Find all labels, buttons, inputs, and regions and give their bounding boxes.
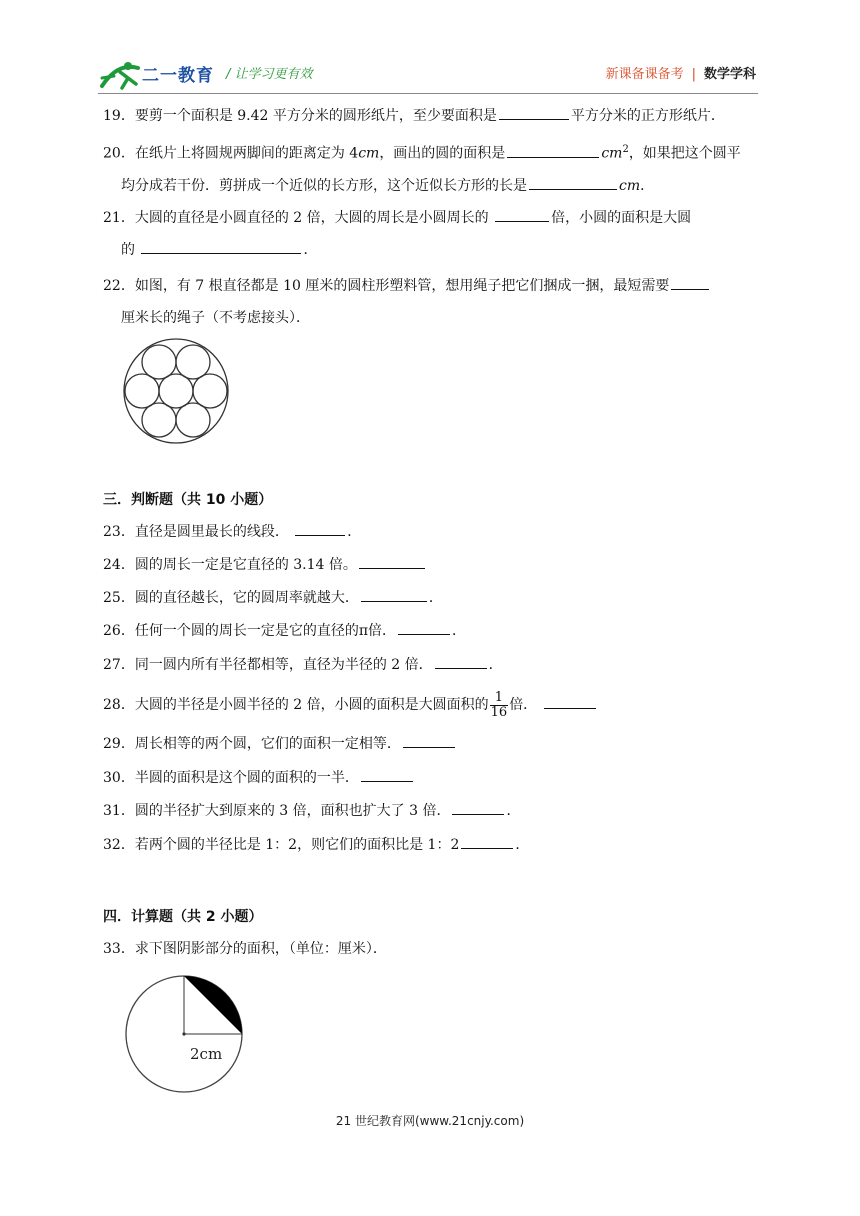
subject-label: 数学学科 [703, 67, 756, 82]
question-text: ． [347, 524, 362, 540]
question-text: 在纸片上将圆规两脚间的距离定为 4 [134, 145, 359, 162]
question-continuation [103, 170, 762, 202]
question-text: ，画出的圆的面积是 [379, 145, 506, 162]
question-text: 均分成若干份．剪拼成一个近似的长方形，这个近似长方形的长是 [121, 177, 527, 194]
question-text: 要剪一个面积是 9.42 平方分米的圆形纸片，至少要面积是 [134, 108, 497, 124]
answer-blank[interactable] [452, 799, 504, 815]
question-text: 大圆的直径是小圆直径的 2 倍，大圆的周长是小圆周长的 [134, 210, 489, 226]
logo-text: 二一教育 [142, 66, 214, 86]
question-text: 圆的周长一定是它直径的 3.14 倍。 [134, 557, 357, 573]
question-text: 半圆的面积是这个圆的面积的一半． [134, 770, 359, 786]
question-text: 厘米长的绳子（不考虑接头）． [121, 310, 310, 326]
header-right [606, 63, 756, 82]
question-text: 同一圆内所有半径都相等，直径为半径的 2 倍． [134, 657, 433, 673]
unit-superscript: 2 [622, 144, 629, 155]
unit-text: cm [619, 177, 641, 194]
question-23 [103, 516, 762, 548]
question-continuation [103, 302, 762, 334]
question-33 [103, 933, 762, 965]
answer-blank[interactable] [435, 653, 487, 669]
question-30 [103, 762, 762, 794]
center-point [182, 1032, 185, 1035]
question-number: 30． [103, 770, 135, 786]
answer-blank[interactable] [671, 274, 709, 290]
question-32 [103, 829, 762, 861]
question-number: 21． [103, 210, 135, 226]
question-text: 求下图阴影部分的面积，（单位：厘米）． [134, 941, 387, 957]
question-29 [103, 728, 762, 760]
question-text: ． [515, 837, 530, 853]
answer-blank[interactable] [361, 766, 413, 782]
answer-blank[interactable] [359, 553, 425, 569]
answer-blank[interactable] [499, 104, 569, 120]
question-28 [103, 689, 762, 721]
outer-circle [124, 339, 228, 443]
question-number: 27． [103, 657, 135, 673]
pipe-circle [125, 374, 159, 408]
pipe-circle [159, 374, 193, 408]
answer-blank[interactable] [295, 520, 345, 536]
question-text: 平方分米的正方形纸片． [570, 108, 725, 124]
question-number: 33． [103, 941, 135, 957]
question-27 [103, 649, 762, 681]
section-title: 四．计算题（共 2 小题） [103, 909, 263, 925]
answer-blank[interactable] [141, 238, 301, 254]
question-text: ，如果把这个圆平 [628, 145, 741, 162]
question-text: ． [452, 623, 467, 639]
pipe-circle [142, 403, 176, 437]
shaded-circle-figure [120, 972, 250, 1096]
question-text: ． [506, 803, 521, 819]
question-text: 倍，小圆的面积是大圆 [551, 210, 692, 226]
question-text: 圆的半径扩大到原来的 3 倍，面积也扩大了 3 倍． [134, 803, 451, 819]
question-number: 28． [103, 697, 135, 713]
section-title: 三．判断题（共 10 小题） [103, 492, 273, 508]
pipe-circle [176, 403, 210, 437]
answer-blank[interactable] [544, 693, 596, 709]
question-number: 26． [103, 623, 135, 639]
question-number: 32． [103, 837, 135, 853]
question-31 [103, 795, 762, 827]
question-text: 大圆的半径是小圆半径的 2 倍，小圆的面积是大圆面积的 [134, 697, 489, 713]
fraction-numerator: 1 [490, 691, 509, 706]
question-number: 24． [103, 557, 135, 573]
question-text: ． [303, 242, 318, 258]
question-number: 31． [103, 803, 135, 819]
pipe-circle [176, 345, 210, 379]
question-25 [103, 582, 762, 614]
question-text: 倍． [509, 697, 538, 713]
question-text: 如图，有 7 根直径都是 10 厘米的圆柱形塑料管，想用绳子把它们捆成一捆，最短需要 [134, 278, 670, 294]
answer-blank[interactable] [461, 833, 513, 849]
fraction-denominator: 16 [490, 704, 508, 720]
question-continuation [103, 234, 762, 266]
answer-blank[interactable] [495, 206, 549, 222]
fraction [490, 691, 509, 720]
page-footer: 21 世纪教育网(www.21cnjy.com) [335, 1114, 525, 1128]
answer-blank[interactable] [361, 586, 427, 602]
question-24 [103, 549, 762, 581]
question-text: ． [428, 590, 443, 606]
page-header [0, 0, 860, 100]
answer-blank[interactable] [403, 732, 455, 748]
question-19 [103, 100, 762, 132]
header-separator: | [691, 67, 696, 82]
pipe-circle [193, 374, 227, 408]
question-text: ． [640, 177, 655, 194]
pipe-circle [142, 345, 176, 379]
unit-text: cm [601, 145, 623, 162]
question-text: 的 [121, 242, 135, 258]
question-number: 20． [103, 145, 135, 162]
question-number: 25． [103, 590, 135, 606]
question-22 [103, 270, 762, 334]
question-text: 周长相等的两个圆，它们的面积一定相等． [134, 736, 401, 752]
question-text: 圆的直径越长，它的圆周率就越大． [134, 590, 359, 606]
slogan: / 让学习更有效 [226, 67, 313, 82]
unit-text: cm [358, 145, 380, 162]
question-text: 若两个圆的半径比是 1：2，则它们的面积比是 1：2 [134, 837, 460, 853]
question-text: 任何一个圆的周长一定是它的直径的π倍． [134, 623, 397, 639]
header-divider [98, 93, 758, 94]
question-number: 22． [103, 278, 135, 294]
answer-blank[interactable] [529, 174, 617, 190]
question-26 [103, 615, 762, 647]
question-number: 29． [103, 736, 135, 752]
answer-blank[interactable] [398, 619, 450, 635]
question-number: 23． [103, 524, 135, 540]
radius-label: 2cm [190, 1045, 223, 1063]
question-text: 直径是圆里最长的线段． [134, 524, 289, 540]
exam-label: 新课备课备考 [605, 67, 684, 82]
shaded-segment [184, 976, 242, 1034]
answer-blank[interactable] [507, 142, 599, 158]
question-text: ． [488, 657, 503, 673]
question-number: 19． [103, 108, 135, 124]
seven-pipes-figure [120, 336, 232, 446]
question-21 [103, 202, 762, 266]
question-20 [103, 134, 762, 202]
